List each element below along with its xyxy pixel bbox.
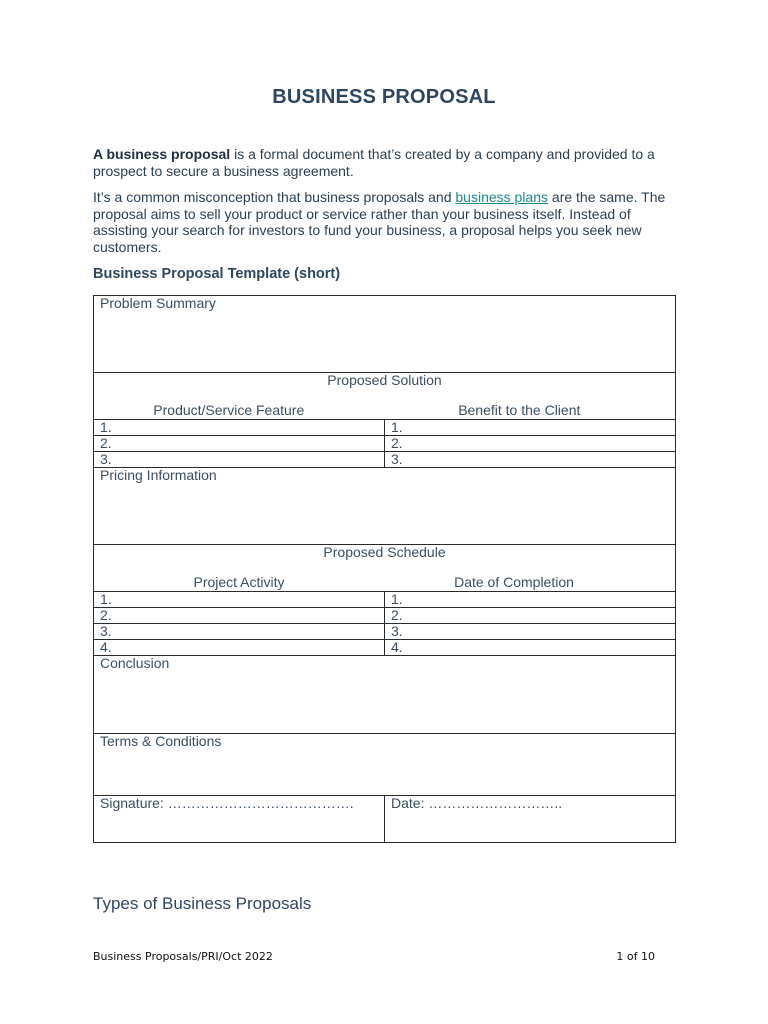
proposed-solution-label: Proposed Solution bbox=[327, 372, 442, 388]
table-row bbox=[94, 640, 676, 656]
activity-cell-3[interactable]: 3. bbox=[94, 624, 385, 640]
intro-bold-text: A business proposal bbox=[93, 146, 231, 162]
table-row bbox=[94, 624, 676, 640]
activity-cell-1[interactable]: 1. bbox=[94, 592, 385, 608]
terms-label: Terms & Conditions bbox=[100, 733, 222, 749]
proposed-schedule-label: Proposed Schedule bbox=[323, 544, 446, 560]
section-heading: Types of Business Proposals bbox=[93, 894, 312, 913]
activity-cell-4[interactable]: 4. bbox=[94, 640, 385, 656]
table-row bbox=[94, 420, 676, 436]
proposed-schedule-header-row bbox=[94, 545, 676, 592]
completion-cell-3[interactable]: 3. bbox=[385, 624, 676, 640]
document-title: BUSINESS PROPOSAL bbox=[272, 86, 496, 108]
completion-column-header: Date of Completion bbox=[454, 574, 574, 590]
terms-row bbox=[94, 734, 676, 796]
activity-column-header: Project Activity bbox=[193, 574, 285, 590]
feature-cell-3[interactable]: 3. bbox=[94, 452, 385, 468]
signature-field[interactable]: Signature: …………………………………. bbox=[94, 796, 385, 843]
conclusion-cell[interactable] bbox=[94, 656, 676, 734]
completion-cell-4[interactable]: 4. bbox=[385, 640, 676, 656]
benefit-cell-2[interactable]: 2. bbox=[385, 436, 676, 452]
table-row bbox=[94, 608, 676, 624]
pricing-information-row bbox=[94, 468, 676, 545]
footer-document-id: Business Proposals/PRI/Oct 2022 bbox=[93, 950, 273, 963]
problem-summary-cell[interactable] bbox=[94, 296, 676, 373]
activity-cell-2[interactable]: 2. bbox=[94, 608, 385, 624]
template-heading: Business Proposal Template (short) bbox=[93, 266, 341, 282]
problem-summary-label: Problem Summary bbox=[100, 295, 216, 311]
conclusion-row bbox=[94, 656, 676, 734]
proposal-template-table bbox=[93, 295, 676, 843]
completion-cell-2[interactable]: 2. bbox=[385, 608, 676, 624]
problem-summary-row bbox=[94, 296, 676, 373]
date-field[interactable]: Date: ……………………….. bbox=[385, 796, 676, 843]
table-row bbox=[94, 436, 676, 452]
intro-text: is a formal document that’s created by a company and provided to a prospect to secure a business agreement. bbox=[93, 146, 655, 179]
para2-end-text: are the same. The proposal aims to sell your product or service rather than your business itself. Instead of assisting your search for investors to fund your business, a proposal helps you seek new customers. bbox=[93, 189, 666, 255]
benefit-cell-1[interactable]: 1. bbox=[385, 420, 676, 436]
completion-cell-1[interactable]: 1. bbox=[385, 592, 676, 608]
feature-cell-2[interactable]: 2. bbox=[94, 436, 385, 452]
feature-cell-1[interactable]: 1. bbox=[94, 420, 385, 436]
table-row bbox=[94, 592, 676, 608]
proposed-solution-header-row bbox=[94, 373, 676, 420]
table-row bbox=[94, 452, 676, 468]
feature-column-header: Product/Service Feature bbox=[153, 402, 305, 418]
intro-paragraph bbox=[93, 146, 683, 179]
business-plans-link[interactable]: business plans bbox=[455, 189, 549, 205]
terms-cell[interactable] bbox=[94, 734, 676, 796]
signature-row bbox=[94, 796, 676, 843]
misconception-paragraph bbox=[93, 189, 683, 255]
conclusion-label: Conclusion bbox=[100, 655, 170, 671]
pricing-information-cell[interactable] bbox=[94, 468, 676, 545]
benefit-cell-3[interactable]: 3. bbox=[385, 452, 676, 468]
para2-start-text: It’s a common misconception that business proposals and bbox=[93, 189, 456, 205]
pricing-information-label: Pricing Information bbox=[100, 467, 217, 483]
benefit-column-header: Benefit to the Client bbox=[458, 402, 581, 418]
page-number: 1 of 10 bbox=[616, 950, 655, 963]
